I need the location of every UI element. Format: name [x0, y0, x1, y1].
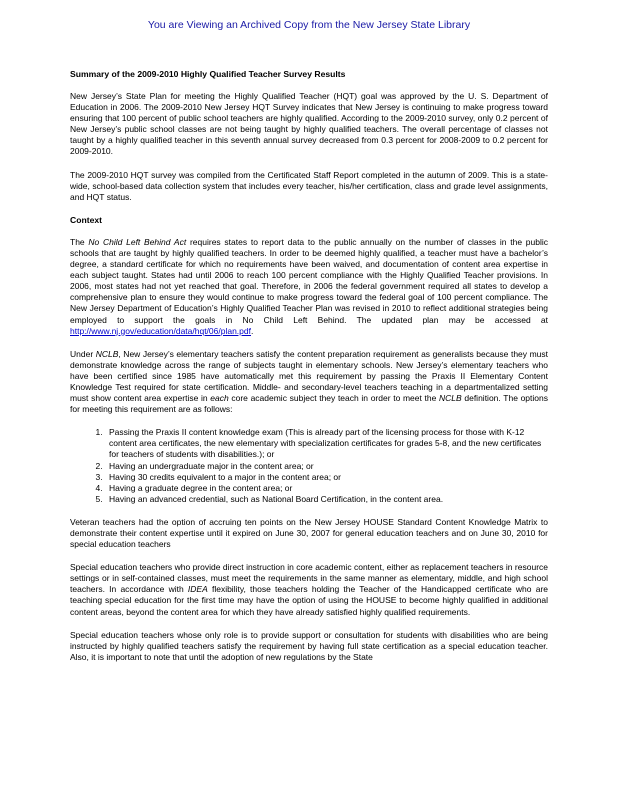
archive-banner: You are Viewing an Archived Copy from the New Jersey State Library	[147, 19, 471, 31]
special-education-paragraph-2: Special education teachers whose only role is to provide support or consultation for students with disabilities who are being instructed by highly qualified teachers satisfy the requirement by having full state certification as a special education teacher. Also, it is important to note that until the adoption of new regulations by the State	[70, 629, 548, 662]
text-segment: flexibility, those teachers holding the Teacher of the Handicapped certificate who are teaching special education for the first time may have the option of using the HOUSE to become highly qualified in additional content areas, beyond the content area for which they have already satisfied highly qualified requirements.	[70, 584, 548, 617]
document-page	[70, 69, 548, 675]
document-title: Summary of the 2009-2010 Highly Qualified Teacher Survey Results	[70, 69, 346, 79]
intro-paragraph-1: New Jersey’s State Plan for meeting the Highly Qualified Teacher (HQT) goal was approved by the U. S. Department of Education in 2006. The 2009-2010 New Jersey HQT Survey indicates that New Jersey is continuing to make progress toward ensuring that 100 percent of public school teachers are highly qualified. According to the 2009-2010 survey, only 0.2 percent of New Jersey’s public school classes are not being taught by highly qualified teachers. The overall percentage of classes not taught by a highly qualified teacher in this seventh annual survey decreased from 0.3 percent for 2008-2009 to 0.2 percent for 2009-2010.	[70, 91, 548, 157]
italic-text: NCLB	[95, 348, 119, 359]
text-segment: Under	[70, 348, 96, 359]
plan-pdf-link[interactable]: http://www.nj.gov/education/data/hqt/06/plan.pdf	[70, 325, 251, 336]
list-item: 5. Having an advanced credential, such as National Board Certification, in the content area.	[105, 494, 548, 505]
options-list	[70, 427, 548, 505]
context-paragraph-1	[70, 237, 548, 337]
list-item: 3. Having 30 credits equivalent to a major in the content area; or	[105, 472, 548, 483]
list-item: 1. Passing the Praxis II content knowledge exam (This is already part of the licensing process for those with K-12 content area certificates, the new elementary with specialization certificates for grades 5-8, and the new certificates for teachers of students with disabilities.); or	[105, 427, 548, 460]
italic-text: each	[210, 393, 229, 404]
intro-paragraph-2: The 2009-2010 HQT survey was compiled from the Certificated Staff Report completed in the autumn of 2009. This is a state-wide, school-based data collection system that includes every teacher, his/her certification, class and grade level assignments, and HQT status.	[70, 169, 548, 202]
context-heading: Context	[70, 214, 102, 225]
list-item: 4. Having a graduate degree in the content area; or	[105, 483, 548, 494]
text-segment: .	[251, 325, 254, 336]
text-segment: The	[70, 236, 89, 247]
text-segment: definition. The options for meeting this requirement are as follows:	[70, 393, 548, 415]
veteran-teachers-paragraph: Veteran teachers had the option of accruing ten points on the New Jersey HOUSE Standard Content Knowledge Matrix to demonstrate their content expertise until it expired on June 30, 2007 for general education teachers and on June 30, 2010 for special education teachers	[70, 516, 548, 550]
text-segment: Special education teachers who provide direct instruction in core academic content, either as replacement teachers in resource settings or in self-contained classes, must meet the requirements in the same manner as elementary, middle, and high school teachers. In accordance with	[70, 562, 548, 595]
context-paragraph-2	[70, 349, 548, 416]
special-education-paragraph-1	[70, 562, 548, 617]
text-segment: requires states to report data to the public annually on the number of classes in the public schools that are taught by highly qualified teachers. In order to be deemed highly qualified, a teacher must have a bachelor’s degree, a standard certificate for which no requirements have been waived, and documentation of content area expertise in each subject taught. States had until 2006 to reach 100 percent compliance with the Highly Qualified Teacher provisions. In 2006, most states had not yet reached that goal. Therefore, in 2006 the federal government required all states to develop a comprehensive plan to ensure they would continue to make progress toward the federal goal of 100 percent compliance. The New Jersey Department of Education’s Highly Qualified Teacher Plan was revised in 2010 to reflect additional strategies being employed to support the goals in No Child Left Behind. The updated plan may be accessed at	[70, 236, 549, 325]
text-segment: , New Jersey’s elementary teachers satisfy the content preparation requirement as generalists because they must demonstrate knowledge across the range of subjects taught in elementary schools. New Jersey’s elementary teachers who have been certified since 1985 have automatically met this requirement by passing the Praxis II Elementary Content Knowledge Test required for state certification. Middle- and secondary-level teachers teaching in a departmentalized setting must show content area expertise in	[70, 348, 548, 404]
list-item: 2. Having an undergraduate major in the content area; or	[105, 461, 548, 472]
italic-text: IDEA	[187, 584, 208, 595]
text-segment: core academic subject they teach in order to meet the	[228, 393, 440, 404]
italic-text: NCLB	[439, 393, 462, 404]
italic-text: No Child Left Behind Act	[88, 236, 187, 247]
